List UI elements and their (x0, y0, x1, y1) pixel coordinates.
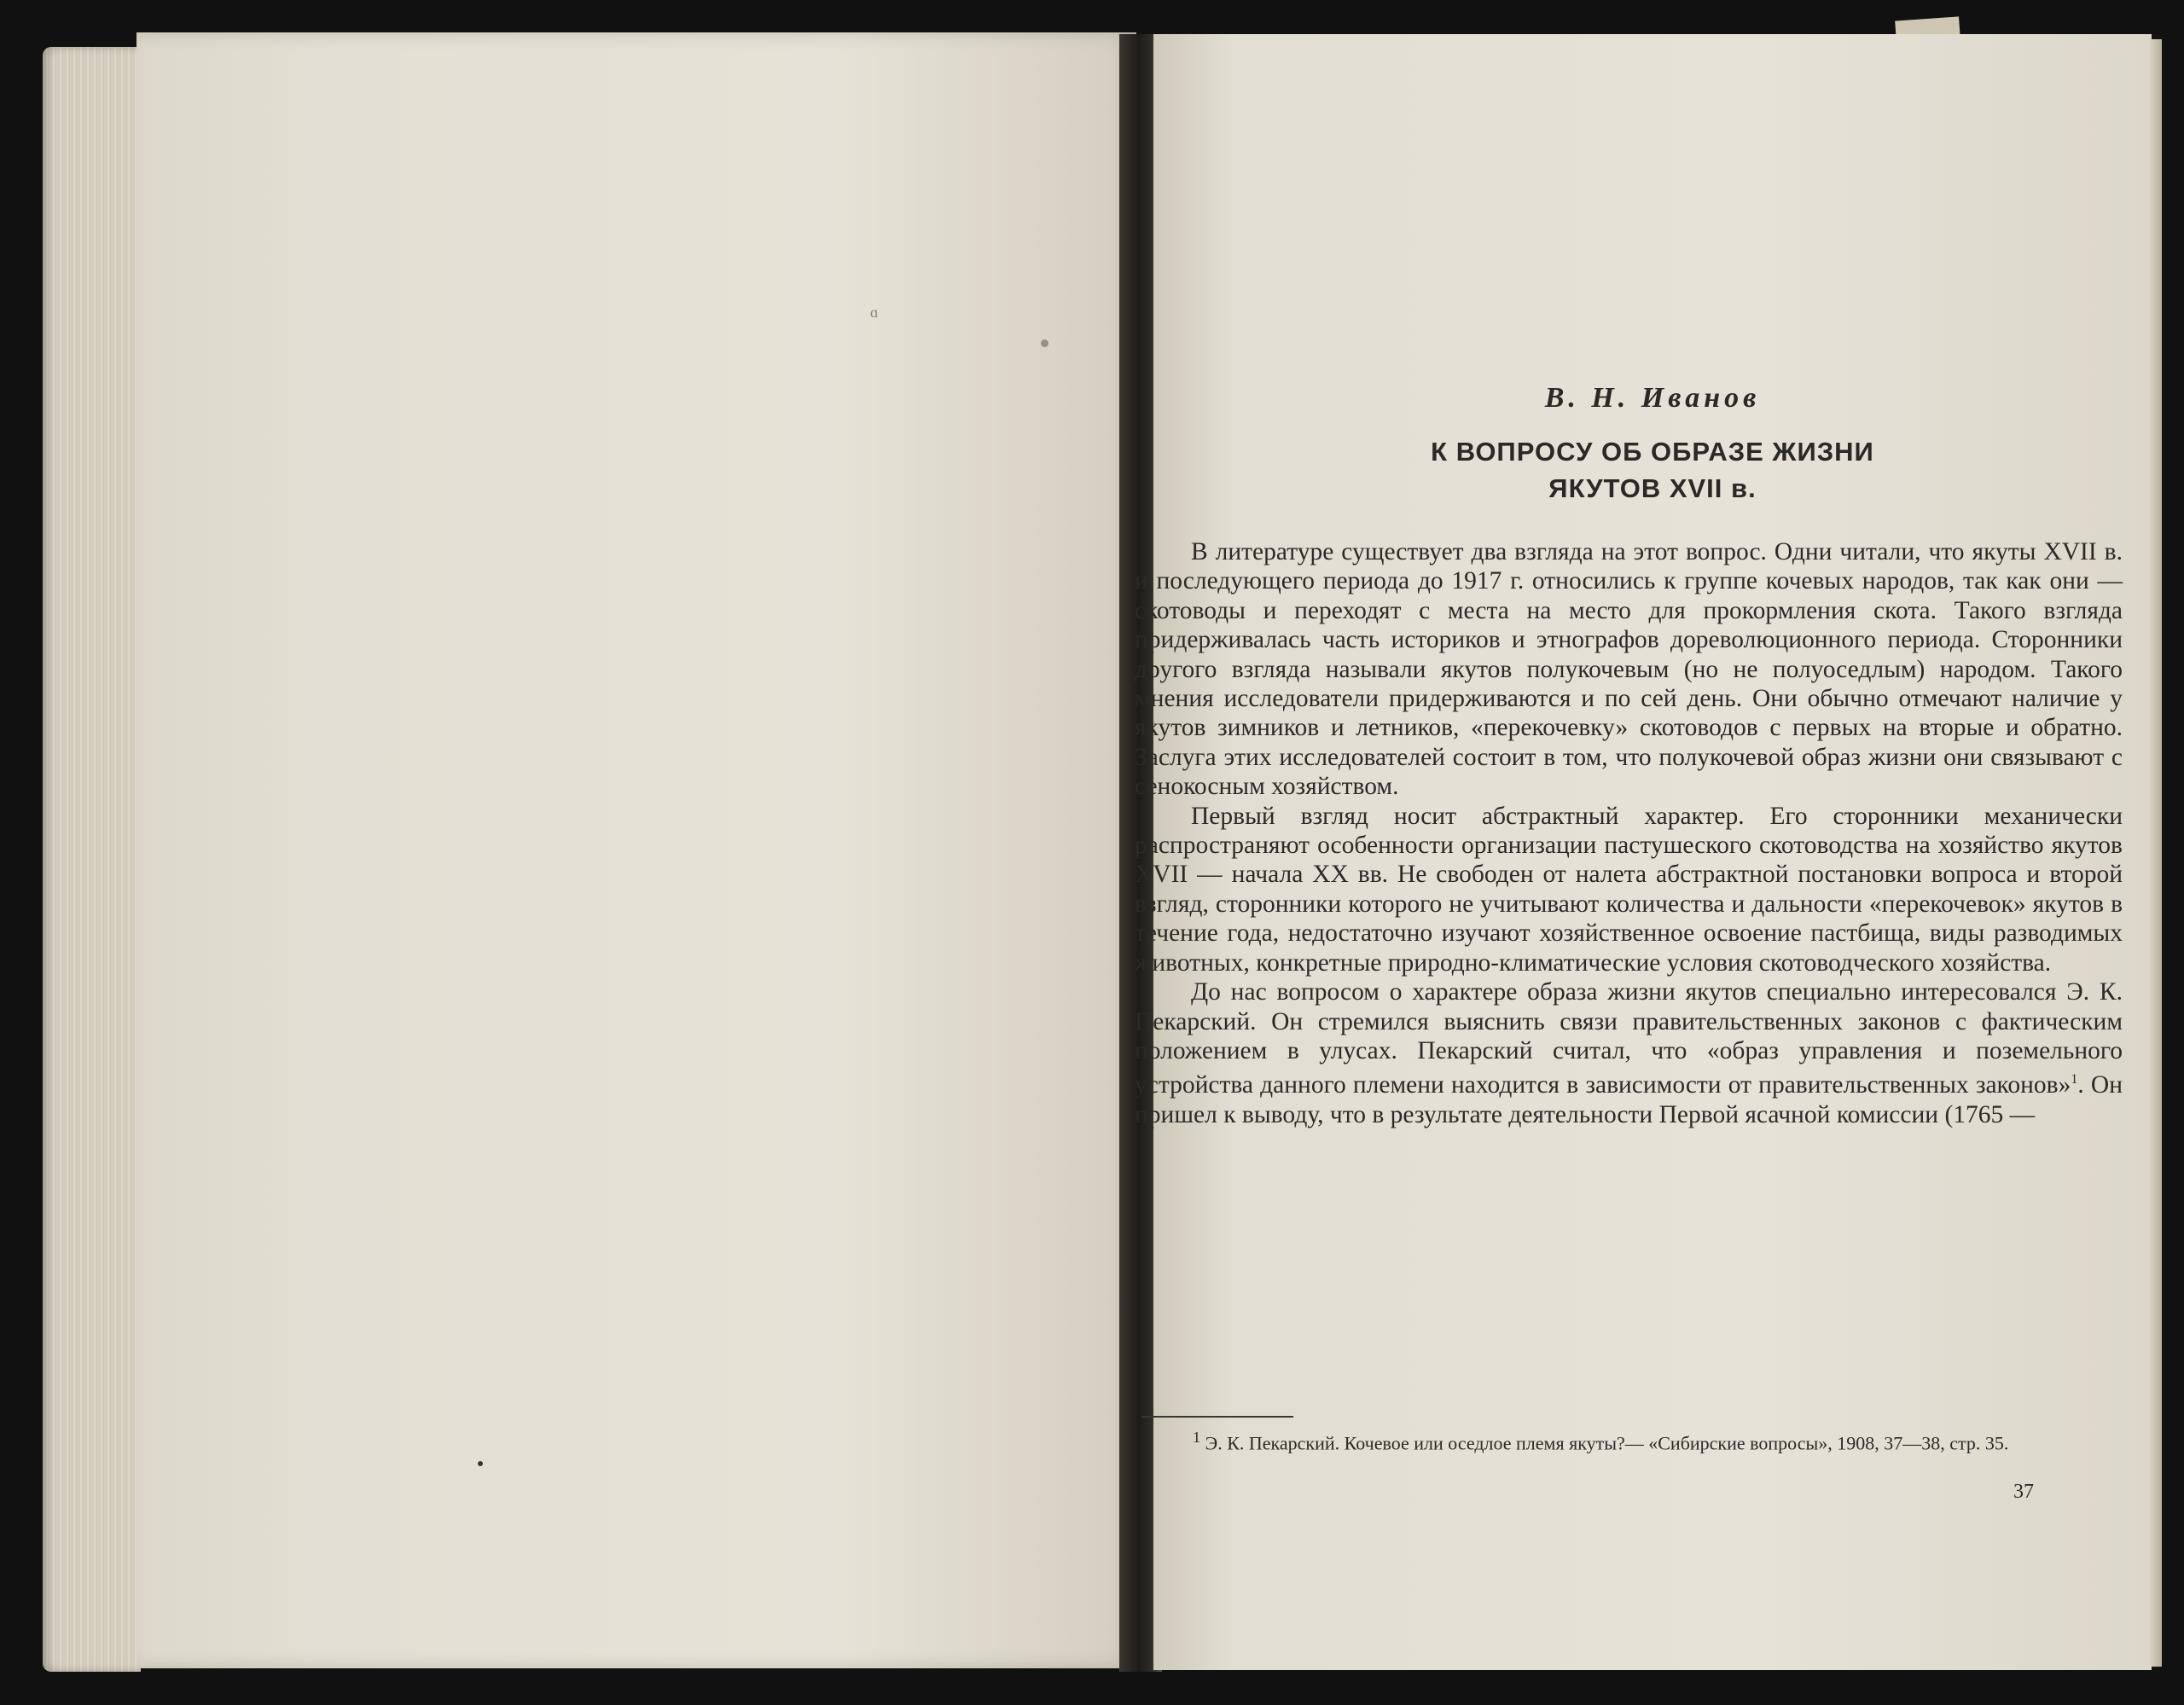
left-page-blank (136, 32, 1136, 1668)
right-page (1135, 34, 2152, 1670)
footnote (1141, 1424, 2104, 1456)
pencil-mark: ɑ (870, 304, 879, 321)
footnote-text: Э. К. Пекарский. Кочевое или оседлое племя якуты?— «Сибирские вопросы», 1908, 37—38, стр. 35. (1205, 1432, 2009, 1454)
ink-dot (478, 1461, 483, 1466)
article-title-line2: ЯКУТОВ XVII в. (1548, 473, 1757, 503)
page-edges (43, 47, 141, 1672)
article-body (1135, 537, 2123, 1129)
article-title-line1: К ВОПРОСУ ОБ ОБРАЗЕ ЖИЗНИ (1431, 437, 1874, 467)
stain-spot (1041, 339, 1048, 347)
paragraph-text: Он пришел к выводу, что в результате деятельности Первой ясачной комиссии (1765 — (1135, 1071, 2123, 1128)
footnote-ref: 1 (2071, 1072, 2078, 1087)
paragraph: До нас вопросом о характере образа жизни якутов специально интересовался Э. К. Пекарский. Он стремился выяснить связи правительственных законов с фактическим положением в улусах. Пекарский считал, что «образ управления и поземельного устройства данного племени находится в зависимости от правительственных законов»$^1$. Он пришел к выводу, что в результате деятельности Первой ясачной комиссии (1765 — (1135, 978, 2123, 1128)
right-page-edge (2150, 39, 2162, 1667)
paragraph: В литературе существует два взгляда на этот вопрос. Одни читали, что якуты XVII в. и последующего периода до 1917 г. относились к группе кочевых народов, так как они — скотоводы и переходят с места на место для прокормления скота. Такого взгляда придерживалась часть историков и этнографов дореволюционного периода. Сторонники другого взгляда называли якутов полукочевым (но не полуоседлым) народом. Такого мнения исследователи придерживаются и по сей день. Они обычно отмечают наличие у якутов зимников и летников, «перекочевку» скотоводов с первых на вторые и обратно. Заслуга этих исследователей состоит в том, что полукочевой образ жизни они связывают с сенокосным хозяйством. (1135, 538, 2123, 801)
footnote-marker: 1 (1193, 1429, 1201, 1446)
paragraph: Первый взгляд носит абстрактный характер. Его сторонники механически распространяют особенности организации пастушеского скотоводства на хозяйство якутов XVII — начала XX вв. Не свободен от налета абстрактной постановки вопроса и второй взгляд, сторонники которого не учитывают количества и дальности «перекочевок» якутов в течение года, недостаточно изучают хозяйственное освоение пастбища, виды разводимых животных, конкретные природно-климатические условия скотоводческого хозяйства. (1135, 802, 2123, 977)
author-name: В. Н. Иванов (1544, 382, 1761, 414)
footnote-divider (1141, 1416, 1293, 1418)
page-number: 37 (2013, 1481, 2034, 1503)
paragraph-text: До нас вопросом о характере образа жизни якутов специально интересовался Э. К. Пекарский. Он стремился выяснить связи правительственных законов с фактическим положением в улусах. Пекарский считал, что «образ управления и поземельного устройства данного племени находится в зависимости от правительственных законов» (1135, 978, 2123, 1099)
